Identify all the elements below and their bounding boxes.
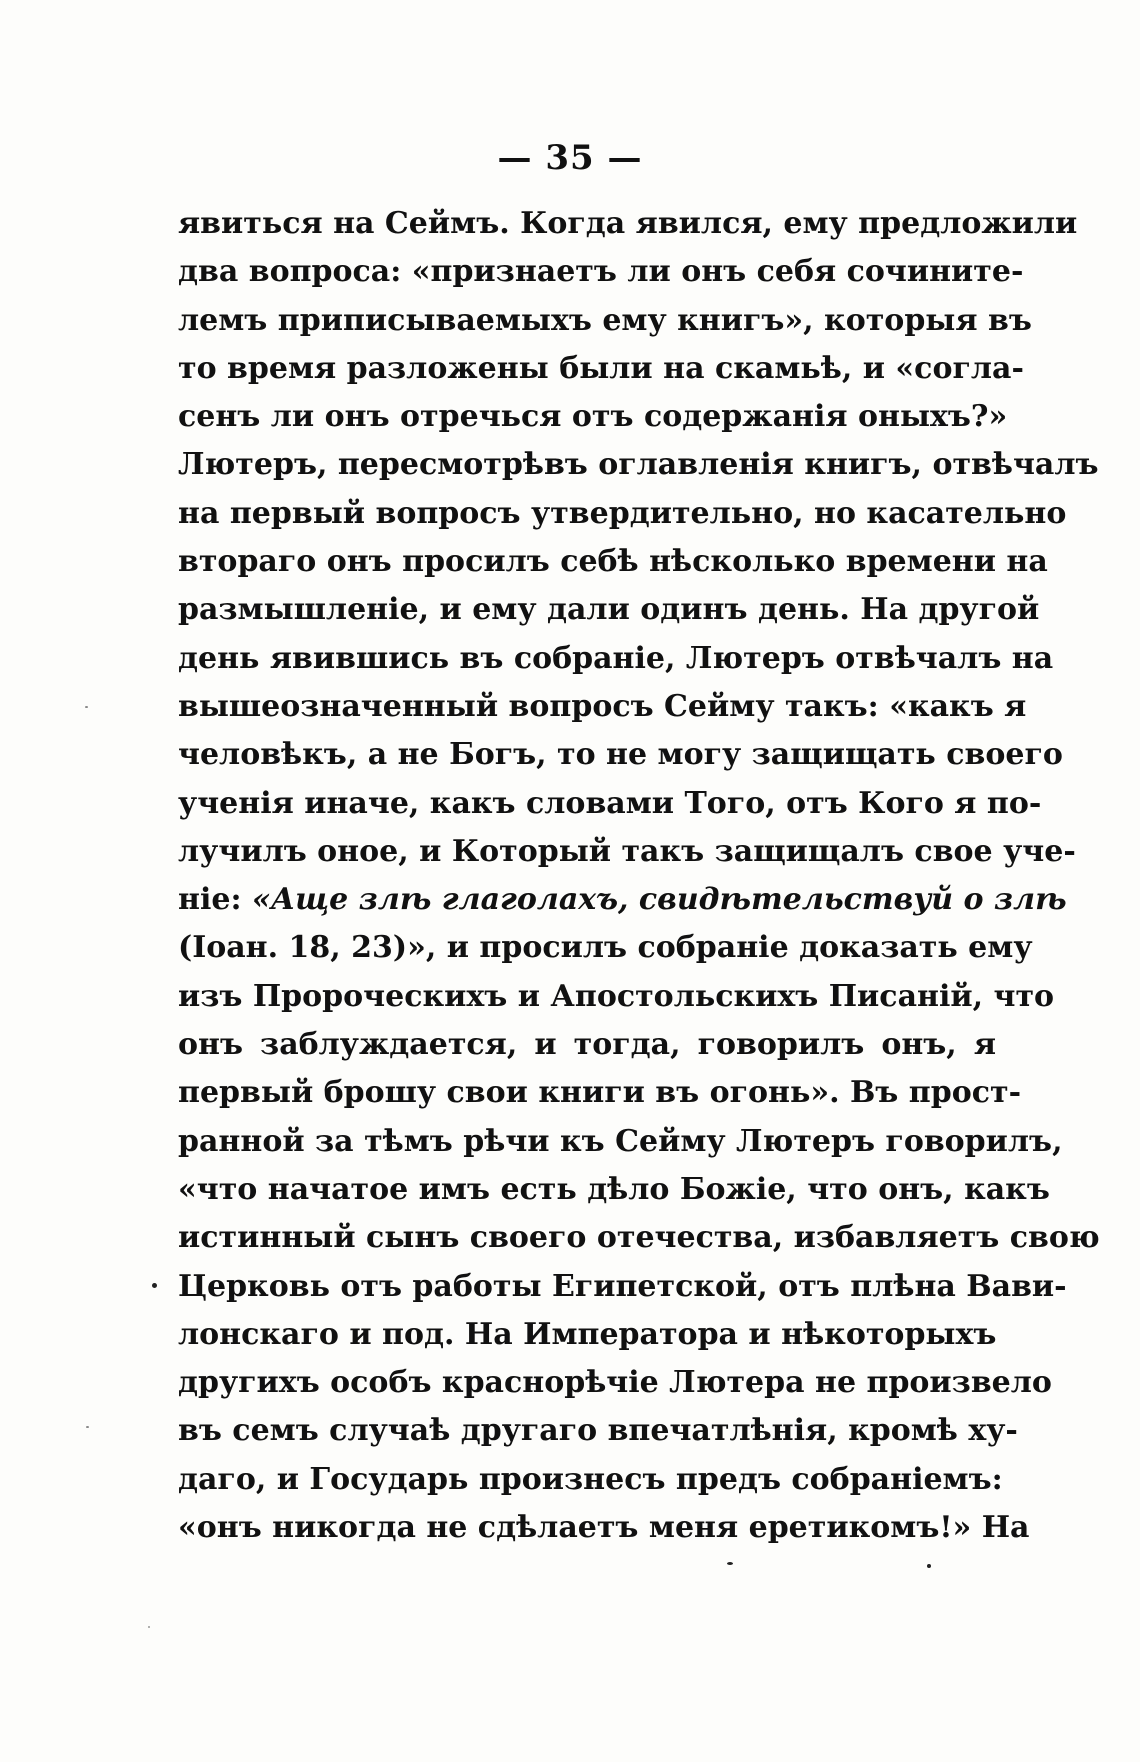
body-text <box>178 200 1100 1552</box>
page-number: — 35 — <box>497 138 643 178</box>
text-line: «онъ никогда не сдѣлаетъ меня еретикомъ!» На <box>178 1510 1030 1546</box>
text-line: ранной за тѣмъ рѣчи къ Сейму Лютеръ говорилъ, <box>178 1123 1063 1159</box>
text-line: ученія иначе, какъ словами Того, отъ Кого я по- <box>178 785 1042 821</box>
text-line: въ семъ случаѣ другаго впечатлѣнія, кромѣ ху- <box>178 1413 1018 1449</box>
ink-speck <box>85 706 88 708</box>
text-line: (Іоан. 18, 23)», и просилъ собраніе доказать ему <box>178 930 1033 966</box>
text-line: втораго онъ просилъ себѣ нѣсколько времени на <box>178 544 1048 580</box>
text-line: онъ заблуждается, и тогда, говорилъ онъ, я <box>178 1027 996 1063</box>
text-line: другихъ особъ краснорѣчіе Лютера не произвело <box>178 1365 1052 1401</box>
ink-speck <box>148 1626 150 1628</box>
scripture-quotation: «Аще злѣ глаголахъ, свидѣтельствуй о злѣ <box>251 882 1067 918</box>
text-line-with-quotation <box>178 876 1067 924</box>
text-line: вышеозначенный вопросъ Сейму такъ: «какъ я <box>178 688 1027 724</box>
text-line: то время разложены были на скамьѣ, и «согла- <box>178 350 1024 386</box>
ink-speck <box>86 1426 89 1428</box>
text-line: лучилъ оное, и Который такъ защищалъ свое уче- <box>178 833 1076 869</box>
text-line: явиться на Сеймъ. Когда явился, ему предложили <box>178 206 1078 241</box>
ink-speck <box>152 1283 157 1288</box>
ink-speck <box>727 1562 733 1565</box>
text-line: сенъ ли онъ отречься отъ содержанія оныхъ?» <box>178 399 1008 435</box>
ink-speck <box>927 1564 931 1568</box>
text-line: «что начатое имъ есть дѣло Божіе, что онъ, какъ <box>178 1171 1050 1207</box>
text-line: первый брошу свои книги въ огонь». Въ прост- <box>178 1075 1022 1111</box>
text-line: лемъ приписываемыхъ ему книгъ», которыя въ <box>178 302 1032 338</box>
text-line: изъ Пророческихъ и Апостольскихъ Писаній, что <box>178 978 1055 1014</box>
text-line: на первый вопросъ утвердительно, но касательно <box>178 495 1067 531</box>
text-line: истинный сынъ своего отечества, избавляетъ свою <box>178 1220 1100 1256</box>
text-line: Церковь отъ работы Египетской, отъ плѣна Вави- <box>178 1268 1067 1304</box>
text-line: размышленіе, и ему дали одинъ день. На другой <box>178 592 1040 628</box>
text-line: человѣкъ, а не Богъ, то не могу защищать своего <box>178 737 1063 773</box>
text-line-plain-part: ніе: <box>178 882 252 918</box>
text-line: два вопроса: «признаетъ ли онъ себя сочините- <box>178 254 1024 290</box>
text-line: Лютеръ, пересмотрѣвъ оглавленія книгъ, отвѣчалъ <box>178 447 1099 483</box>
text-line: лонскаго и под. На Императора и нѣкоторыхъ <box>178 1316 997 1352</box>
text-line: даго, и Государь произнесъ предъ собраніемъ: <box>178 1461 1003 1497</box>
text-line: день явившись въ собраніе, Лютеръ отвѣчалъ на <box>178 640 1054 676</box>
